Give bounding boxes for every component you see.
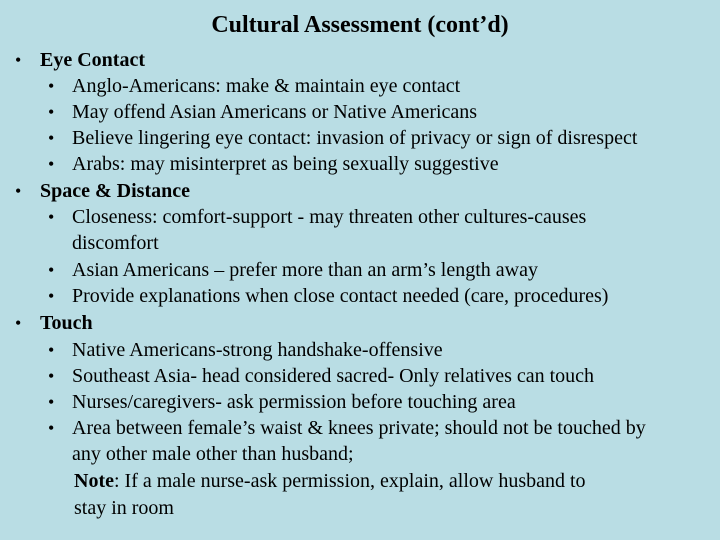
section-heading-touch: Touch: [40, 312, 93, 334]
list-item: Closeness: comfort-support - may threaten other cultures-causes: [72, 206, 587, 228]
bullet-marker: •: [48, 154, 55, 174]
list-item: Native Americans-strong handshake-offensive: [72, 339, 443, 361]
bullet-marker: •: [15, 50, 22, 70]
bullet-marker: •: [48, 418, 55, 438]
bullet-marker: •: [48, 260, 55, 280]
list-item: Asian Americans – prefer more than an arm’s length away: [72, 259, 538, 281]
list-item: Southeast Asia- head considered sacred- Only relatives can touch: [72, 365, 595, 387]
list-item: Provide explanations when close contact needed (care, procedures): [72, 285, 609, 307]
bullet-marker: •: [15, 181, 22, 201]
bullet-marker: •: [48, 392, 55, 412]
list-item: Anglo-Americans: make & maintain eye contact: [72, 75, 461, 97]
bullet-marker: •: [48, 366, 55, 386]
bullet-marker: •: [48, 102, 55, 122]
bullet-marker: •: [48, 286, 55, 306]
bullet-marker: •: [48, 340, 55, 360]
slide-title: Cultural Assessment (cont’d): [211, 12, 509, 38]
note-label: Note: [74, 470, 114, 492]
list-item: Arabs: may misinterpret as being sexually suggestive: [72, 153, 499, 175]
section-heading-space-distance: Space & Distance: [40, 180, 190, 202]
bullet-marker: •: [48, 76, 55, 96]
note-text: : If a male nurse-ask permission, explain, allow husband to: [113, 470, 586, 492]
list-item-continuation: any other male other than husband;: [72, 443, 354, 465]
bullet-marker: •: [48, 128, 55, 148]
note-line-continuation: stay in room: [74, 497, 174, 519]
note-line: [74, 468, 586, 494]
list-item: May offend Asian Americans or Native Americans: [72, 101, 478, 123]
bullet-marker: •: [48, 207, 55, 227]
list-item: Area between female’s waist & knees private; should not be touched by: [72, 417, 646, 439]
list-item: Believe lingering eye contact: invasion of privacy or sign of disrespect: [72, 127, 638, 149]
section-heading-eye-contact: Eye Contact: [40, 49, 145, 71]
list-item-continuation: discomfort: [72, 232, 159, 254]
bullet-marker: •: [15, 313, 22, 333]
list-item: Nurses/caregivers- ask permission before touching area: [72, 391, 516, 413]
